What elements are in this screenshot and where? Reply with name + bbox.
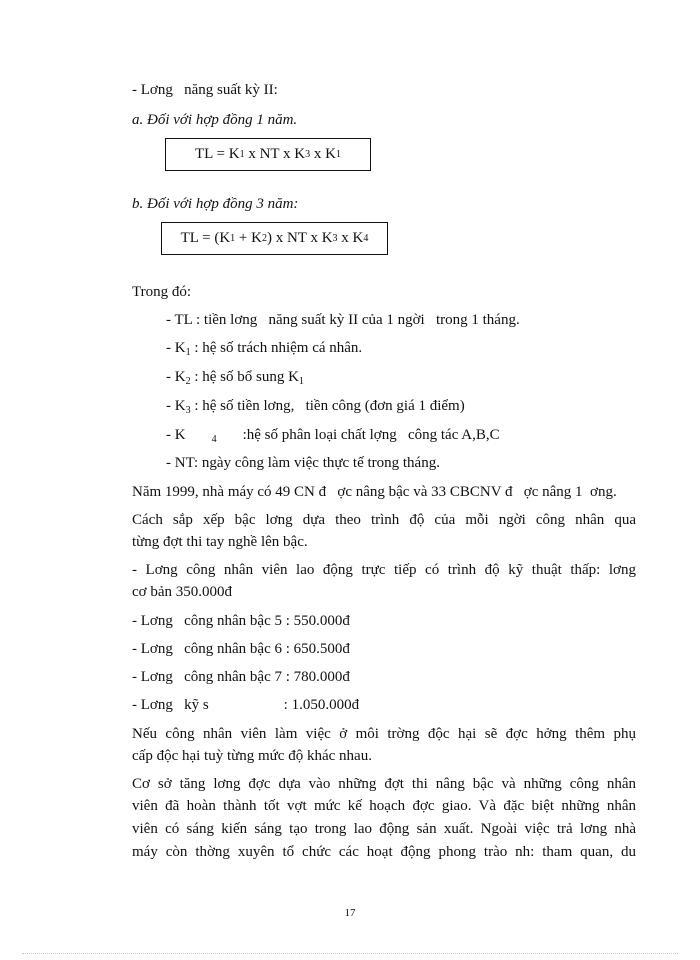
paragraph-hazard-line1: Nếu công nhân viên làm việc ở môi trờng độc hại sẽ đợc hởng thêm phụ	[132, 726, 636, 742]
definition-k4: - K $_4$ :hệ số phân loại chất lợng công tác A,B,C	[166, 427, 500, 445]
paragraph-basic-line2: cơ bản 350.000đ	[132, 584, 232, 600]
grade-item: - Lơng công nhân bậc 5 : 550.000đ	[132, 613, 350, 629]
case-a-heading: a. Đối với hợp đồng 1 năm.	[132, 112, 298, 128]
case-b-heading: b. Đối với hợp đồng 3 năm:	[132, 196, 299, 212]
grade-item: - Lơng công nhân bậc 6 : 650.500đ	[132, 641, 350, 657]
paragraph-hazard-line2: cấp độc hại tuỳ từng mức độ khác nhau.	[132, 748, 372, 764]
section-heading: - Lơng năng suất kỳ II:	[132, 82, 278, 98]
paragraph-base-line2: viên đã hoàn thành tốt vợt mức kế hoạch đợc giao. Và đặc biệt những nhân	[132, 798, 636, 814]
footer-divider	[22, 953, 678, 954]
where-label: Trong đó:	[132, 284, 192, 300]
paragraph-base-line4: máy còn thờng xuyên tổ chức các hoạt động phong trào nh: tham quan, du	[132, 844, 636, 860]
formula-b-box: TL = (K 1 + K 2 ) x NT x K 3 x K 4	[161, 222, 388, 255]
grade-item: - Lơng công nhân bậc 7 : 780.000đ	[132, 669, 350, 685]
paragraph-arrange-line1: Cách sắp xếp bậc lơng dựa theo trình độ của mỗi ngời công nhân qua	[132, 512, 636, 528]
paragraph-base-line3: viên có sáng kiến sáng tạo trong lao động sản xuất. Ngoài việc trả lơng nhà	[132, 821, 636, 837]
grade-item: - Lơng kỹ s : 1.050.000đ	[132, 697, 360, 713]
page-number: 17	[344, 907, 356, 919]
definition-k1: - $K_1$ : hệ số trách nhiệm cá nhân.	[166, 340, 363, 358]
paragraph-basic-line1: - Lơng công nhân viên lao động trực tiếp có trình độ kỹ thuật thấp: lơng	[132, 562, 636, 578]
definition-k3: - $K_3$ : hệ số tiền lơng, tiền công (đơn giá 1 điểm)	[166, 398, 465, 416]
paragraph-base-line1: Cơ sở tăng lơng đợc dựa vào những đợt thi nâng bậc và những công nhân	[132, 776, 636, 792]
definition-nt: - NT: ngày công làm việc thực tế trong tháng.	[166, 455, 440, 471]
paragraph-1999: Năm 1999, nhà máy có 49 CN đ ợc nâng bậc và 33 CBCNV đ ợc nâng 1 ơng.	[132, 484, 617, 500]
paragraph-arrange-line2: từng đợt thi tay nghề lên bậc.	[132, 534, 308, 550]
formula-a-box: TL = K 1 x NT x K 3 x K 1	[165, 138, 371, 171]
definition-k2: - $K_2$ : hệ số bổ sung $K_1$	[166, 369, 304, 387]
definition-tl: - TL : tiền lơng năng suất kỳ II của 1 ngời trong 1 tháng.	[166, 312, 520, 328]
